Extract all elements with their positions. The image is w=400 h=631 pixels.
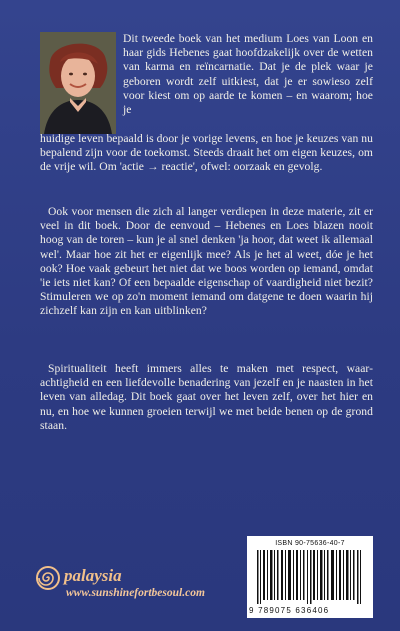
isbn-label: ISBN 90-75636-40-7	[275, 540, 345, 547]
intro-paragraph-bottom: huidige leven bepaald is door je vorige levens, en hoe je keuzes van nu bepalend zijn voor de toekomst. Steeds draait het om eigen keuzes, om de vrije wil. Om 'actie → reactie', ofwel: oorzaak en gevolg.	[40, 132, 373, 174]
intro-paragraph-top: Dit tweede boek van het medium Loes van Loon en haar gids Hebenes gaat hoofdzakelijk over de wetten van karma en reïncarnatie. Dat je de plek waar je geboren wordt zelf uitkiest, dat je er sowieso zelf voor kiest om op aarde te komen – en waarom; hoe je	[123, 32, 373, 117]
publisher-website[interactable]: www.sunshinefortbesoul.com	[66, 587, 205, 599]
barcode-bars	[255, 550, 365, 604]
body-paragraph-3: Spiritualiteit heeft immers alles te maken met respect, waar-achtigheid en een liefdevolle benadering van jezelf en je naasten in het leven van alledag. Dit boek gaat over het leven zelf, over het hier en nu, en hoe we kunnen groeien terwijl we met beide benen op de grond staan.	[40, 362, 373, 432]
spiral-logo-icon	[36, 566, 60, 590]
publisher-name: palaysia	[64, 566, 122, 585]
author-photo	[40, 32, 116, 134]
barcode-number: 9 789075 636406	[249, 606, 330, 615]
barcode	[247, 536, 373, 618]
body-paragraph-2: Ook voor mensen die zich al langer verdiepen in deze materie, zit er veel in dit boek. Door de eenvoud – Hebenes en Loes blazen nooit hoog van de toren – kun je al snel denken 'ja hoor, dat weet ik allemaal wel'. Maar hoe zit het er eigenlijk mee? Als je het al weet, dóe je het ook? Hoe vaak gebeurt het niet dat we boos worden op iemand, omdat 'ie iets niet kan? Of een bepaalde eigenschap of vaardigheid niet bezit? Stimuleren we op zo'n moment iemand om datgene te doen waarin hij zichzelf kan zijn en kan uitblinken?	[40, 205, 373, 318]
